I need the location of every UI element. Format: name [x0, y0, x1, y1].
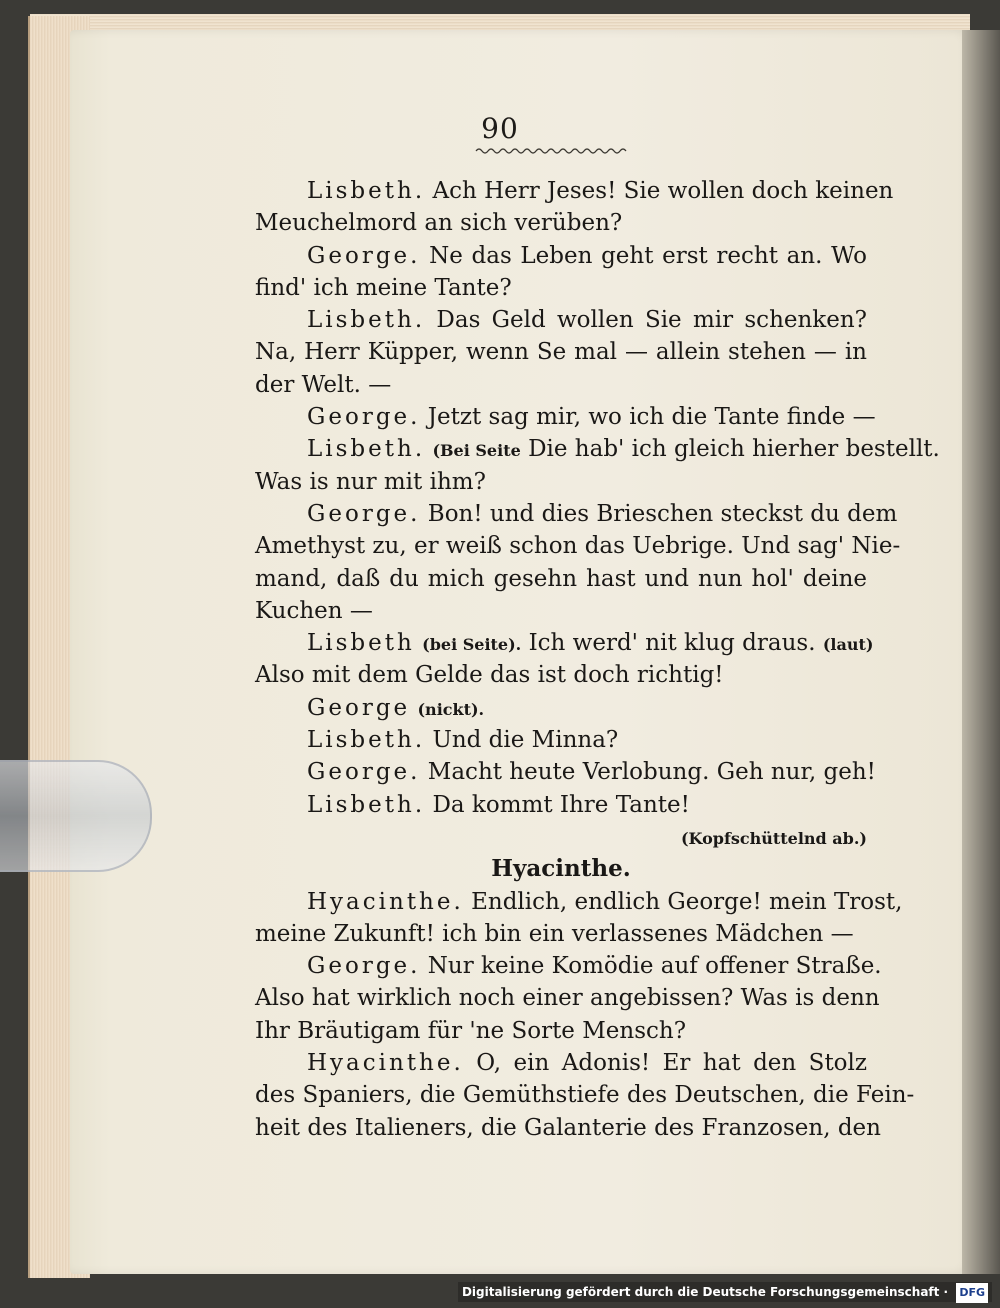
line-text: Das Geld wollen Sie mir schenken?: [436, 307, 867, 334]
speaker-name: George.: [307, 404, 421, 431]
line-text: find' ich meine Tante?: [255, 274, 512, 301]
stage-direction: (bei Seite).: [422, 635, 522, 655]
line-text: Jetzt sag mir, wo ich die Tante finde —: [427, 404, 876, 431]
stage-direction: (laut): [822, 635, 874, 655]
line-text: O, ein Adonis! Er hat den Stolz: [476, 1050, 868, 1077]
text-line: [255, 1015, 867, 1047]
text-line: [255, 466, 867, 498]
line-text: Was is nur mit ihm?: [255, 468, 486, 495]
line-text: der Welt. —: [255, 371, 392, 398]
text-line: [255, 1047, 867, 1079]
text-line: [255, 304, 867, 336]
speaker-name: Hyacinthe.: [307, 888, 464, 915]
speaker-name: Lisbeth: [307, 630, 415, 657]
line-text: Nur keine Komödie auf offener Straße.: [427, 953, 882, 980]
line-text: Bon! und dies Brieschen steckst du dem: [427, 500, 898, 527]
line-text: Die hab' ich gleich hierher bestellt.: [528, 436, 940, 463]
text-line: [255, 789, 867, 821]
text-line: [255, 1112, 881, 1144]
text-line: [255, 627, 874, 659]
speaker-name: Hyacinthe.: [307, 1050, 464, 1077]
page-gutter-shadow: [962, 30, 1000, 1274]
page-number: 90: [481, 112, 519, 145]
line-text: Ach Herr Jeses! Sie wollen doch keinen: [432, 178, 894, 204]
line-text: Also hat wirklich noch einer angebissen? Was is denn: [255, 985, 880, 1012]
line-text: mand, daß du mich gesehn hast und nun hol' deine: [255, 565, 867, 592]
speaker-name: George.: [307, 759, 421, 786]
line-text: des Spaniers, die Gemüthstiefe des Deutschen, die Fein-: [255, 1082, 915, 1109]
speaker-name: Lisbeth.: [307, 727, 426, 754]
speaker-name: Lisbeth.: [307, 791, 426, 818]
text-line: [255, 756, 876, 788]
text-line: [255, 659, 867, 691]
text-line: [255, 1079, 915, 1111]
line-text: Endlich, endlich George! mein Trost,: [471, 888, 903, 915]
speaker-name: George: [307, 694, 411, 721]
line-text: Und die Minna?: [432, 727, 619, 754]
line-text: Ihr Bräutigam für 'ne Sorte Mensch?: [255, 1017, 687, 1044]
text-line: [255, 563, 867, 595]
line-text: Na, Herr Küpper, wenn Se mal — allein stehen — in: [255, 339, 867, 366]
text-line: [255, 240, 867, 272]
credit-text: Digitalisierung gefördert durch die Deutsche Forschungsgemeinschaft ·: [461, 1285, 949, 1299]
text-line: [255, 692, 867, 724]
line-text: Kuchen —: [255, 597, 373, 624]
speaker-name: George.: [307, 500, 421, 527]
text-line: [255, 918, 867, 950]
text-line: [255, 724, 867, 756]
scanner-thumb-holder: [0, 760, 152, 872]
text-line: [255, 175, 894, 207]
page-text: [255, 175, 940, 1144]
line-text: Meuchelmord an sich verüben?: [255, 210, 623, 237]
speaker-name: Lisbeth.: [307, 436, 426, 463]
text-line: [255, 821, 867, 853]
text-line: [255, 853, 867, 885]
text-line: [255, 950, 882, 982]
stage-direction: (Bei Seite: [432, 441, 521, 461]
line-text: heit des Italieners, die Galanterie des Franzosen, den: [255, 1114, 881, 1141]
text-line: [255, 498, 898, 530]
text-line: [255, 336, 867, 368]
speaker-name: George.: [307, 242, 421, 269]
speaker-name: George.: [307, 953, 421, 980]
line-text: Ne das Leben geht erst recht an. Wo: [429, 242, 867, 269]
line-text: Macht heute Verlobung. Geh nur, geh!: [427, 759, 876, 786]
text-line: [255, 369, 867, 401]
text-line: [255, 433, 940, 465]
wavy-rule-ornament: [476, 146, 626, 156]
stage-direction: (nickt).: [417, 699, 485, 719]
speaker-name: Lisbeth.: [307, 307, 426, 334]
text-line: [255, 207, 867, 239]
text-line: [255, 272, 867, 304]
text-line: [255, 982, 880, 1014]
digitization-credit: [458, 1282, 992, 1302]
dfg-logo: DFG: [956, 1283, 988, 1303]
line-text: Also mit dem Gelde das ist doch richtig!: [255, 662, 724, 689]
line-text: Ich werd' nit klug draus.: [528, 630, 816, 657]
text-line: [255, 886, 903, 918]
line-text: meine Zukunft! ich bin ein verlassenes Mädchen —: [255, 920, 854, 947]
text-line: [255, 401, 876, 433]
text-line: [255, 530, 901, 562]
page-heading: Hyacinthe.: [491, 855, 631, 883]
speaker-name: Lisbeth.: [307, 178, 426, 204]
stage-direction: (Kopfschüttelnd ab.): [680, 828, 867, 848]
line-text: Da kommt Ihre Tante!: [432, 791, 690, 818]
text-line: [255, 595, 867, 627]
line-text: Amethyst zu, er weiß schon das Uebrige. Und sag' Nie-: [255, 533, 901, 560]
